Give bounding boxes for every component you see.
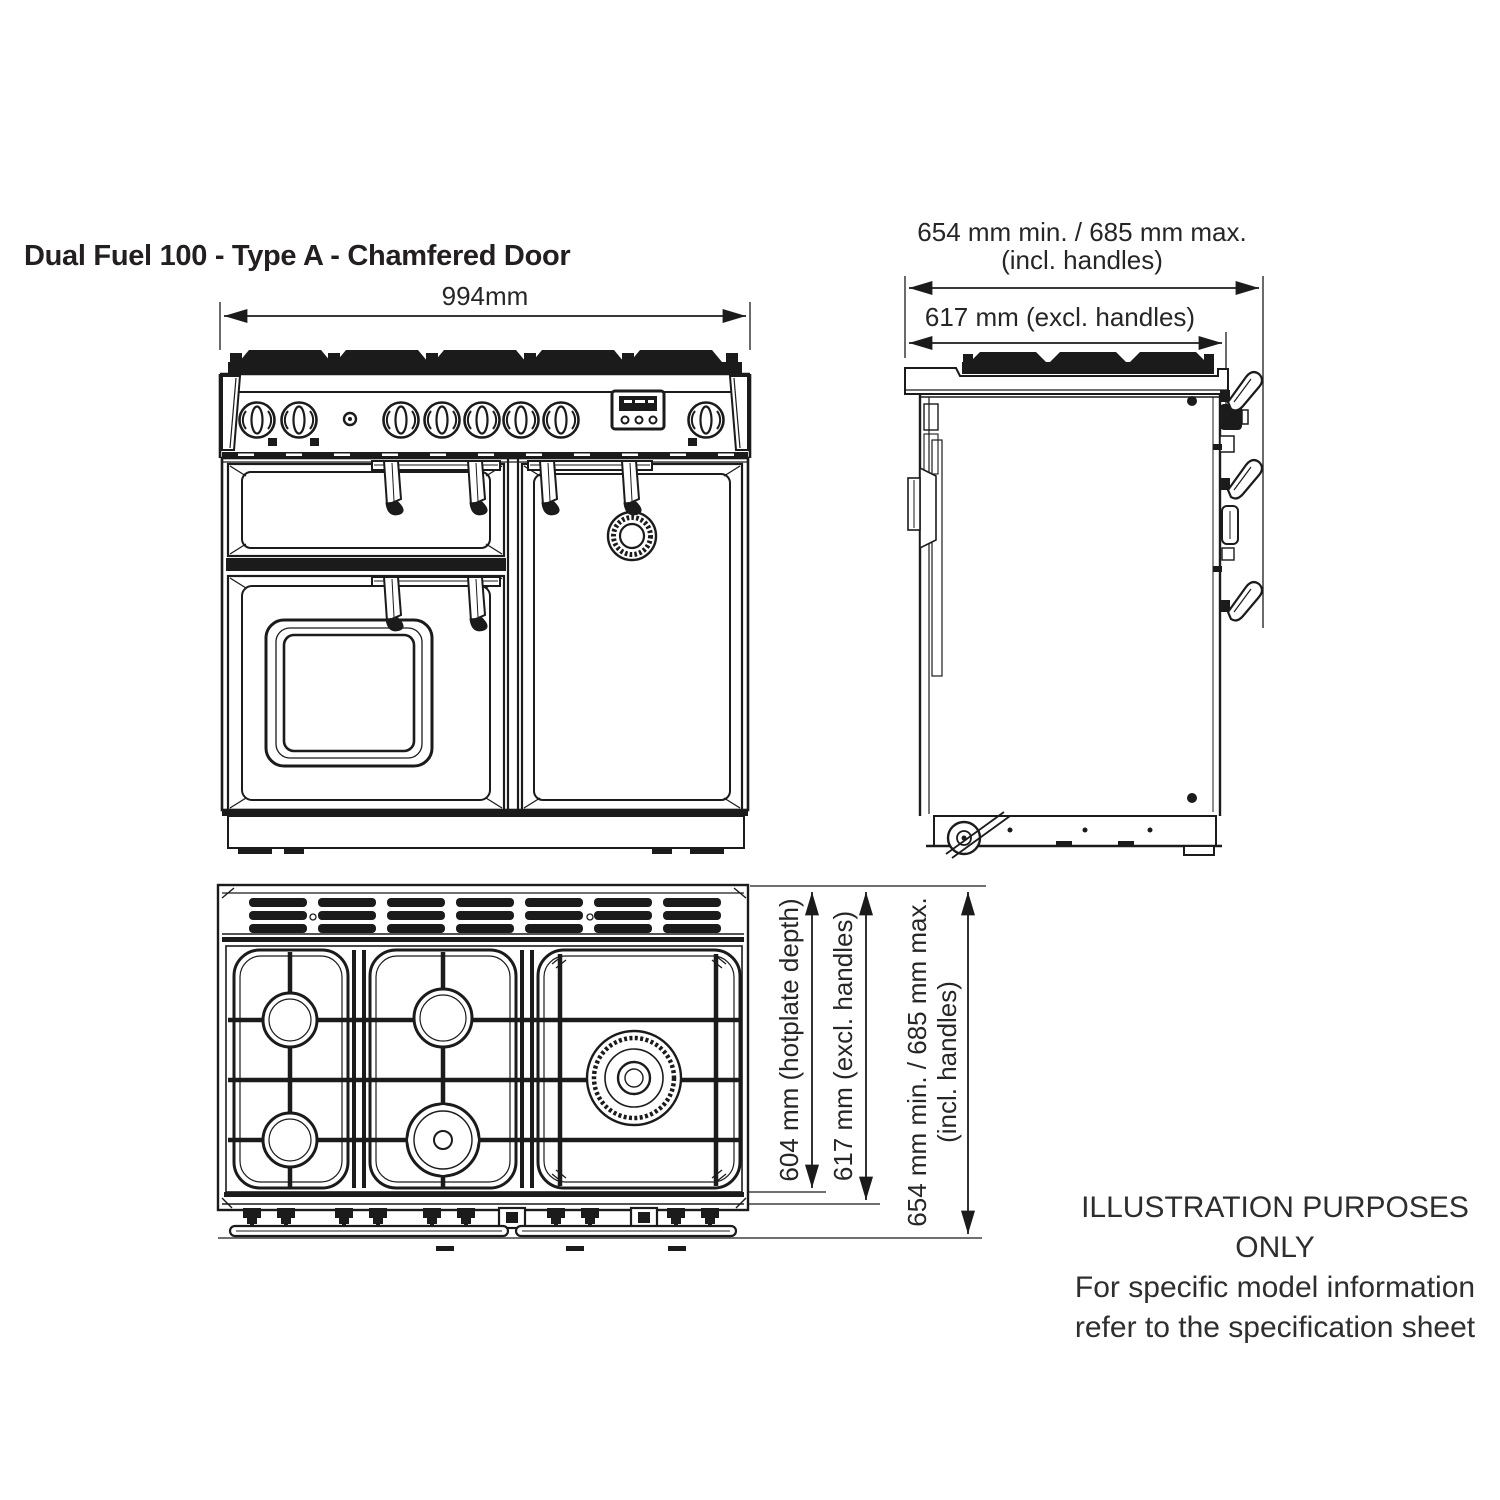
side-foot	[1184, 846, 1214, 855]
oven-knob	[689, 403, 724, 438]
burner-middle-front	[407, 1104, 479, 1176]
side-handle	[1220, 582, 1262, 620]
tall-oven-door	[522, 461, 742, 810]
side-depth-excl-handles-label: 617 mm (excl. handles)	[924, 302, 1196, 332]
top-front-rail	[222, 1192, 744, 1251]
main-oven-door	[228, 576, 504, 810]
vent-slots	[525, 898, 583, 933]
burner-left-rear	[263, 993, 317, 1047]
wok-burner	[587, 1031, 681, 1125]
screw-dot	[1187, 396, 1197, 406]
oven-door-window	[266, 620, 432, 766]
front-pan-supports	[228, 350, 742, 373]
front-body	[222, 458, 748, 854]
top-depth-incl-handles-label: 654 mm min. / 685 mm max.	[902, 897, 932, 1227]
top-hotplate	[226, 946, 742, 1192]
vent-slots	[318, 898, 376, 933]
top-depth-excl-handles-label: 617 mm (excl. handles)	[828, 910, 858, 1182]
burner-middle-rear	[414, 989, 472, 1047]
clock-timer-display	[612, 391, 664, 429]
burner-knob	[425, 403, 460, 438]
burner-knob	[544, 403, 579, 438]
disclaimer-line-2: For specific model information	[1074, 1271, 1476, 1304]
burner-knob	[384, 403, 419, 438]
front-view-drawing	[220, 281, 750, 854]
disclaimer-note	[1050, 1188, 1500, 1348]
front-plinth	[222, 810, 748, 854]
side-depth-incl-handles-label2: (incl. handles)	[1001, 245, 1163, 275]
vent-slots	[663, 898, 721, 933]
burner-knob	[282, 403, 317, 438]
side-plinth	[926, 812, 1222, 858]
grill-door	[228, 461, 504, 556]
vent-slots	[456, 898, 514, 933]
side-body	[908, 372, 1262, 816]
vent-slots	[387, 898, 445, 933]
page-title: Dual Fuel 100 - Type A - Chamfered Door	[24, 240, 571, 272]
top-hotplate-depth-label: 604 mm (hotplate depth)	[774, 898, 804, 1182]
screw-dot	[1187, 793, 1197, 803]
burner-knob	[240, 403, 275, 438]
vent-slots	[594, 898, 652, 933]
front-width-dimension-label: 994mm	[441, 281, 529, 311]
side-depth-incl-handles-label: 654 mm min. / 685 mm max.	[917, 217, 1247, 247]
disclaimer-line-1: ILLUSTRATION PURPOSES ONLY	[1081, 1191, 1469, 1264]
side-pan-supports	[962, 352, 1214, 374]
burner-knob	[465, 403, 500, 438]
side-handle	[1220, 460, 1262, 498]
burner-left-front	[263, 1113, 317, 1167]
burner-knob	[504, 403, 539, 438]
front-control-panel	[220, 374, 750, 458]
top-vent-rail	[222, 893, 744, 942]
top-depth-incl-handles-label2: (incl. handles)	[932, 981, 962, 1143]
disclaimer-line-3: refer to the specification sheet	[1074, 1311, 1476, 1344]
top-view-drawing	[218, 885, 986, 1251]
brand-emblem	[608, 512, 656, 560]
side-view-drawing	[905, 217, 1263, 858]
vent-slots	[249, 898, 307, 933]
